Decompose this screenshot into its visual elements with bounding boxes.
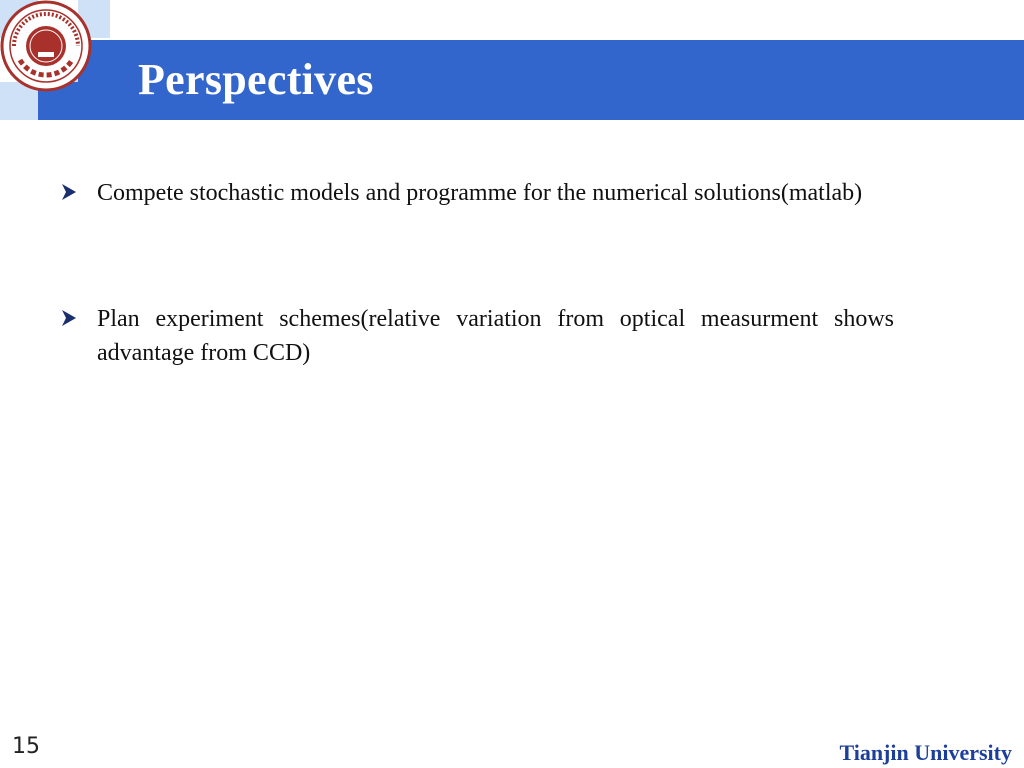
bullet-text: Plan experiment schemes(relative variation from optical measurment shows advantage from CCD) xyxy=(97,306,894,366)
arrow-bullet-icon xyxy=(60,308,78,328)
footer-brand: Tianjin University xyxy=(839,740,1012,765)
university-seal-icon xyxy=(0,0,92,92)
list-item xyxy=(60,176,894,210)
page-number: 15 xyxy=(12,734,40,759)
arrow-bullet-icon xyxy=(60,182,78,202)
slide-title: Perspectives xyxy=(138,55,374,104)
list-item xyxy=(60,302,894,370)
bullet-list xyxy=(60,176,894,370)
bullet-text: Compete stochastic models and programme for the numerical solutions(matlab) xyxy=(97,180,863,206)
